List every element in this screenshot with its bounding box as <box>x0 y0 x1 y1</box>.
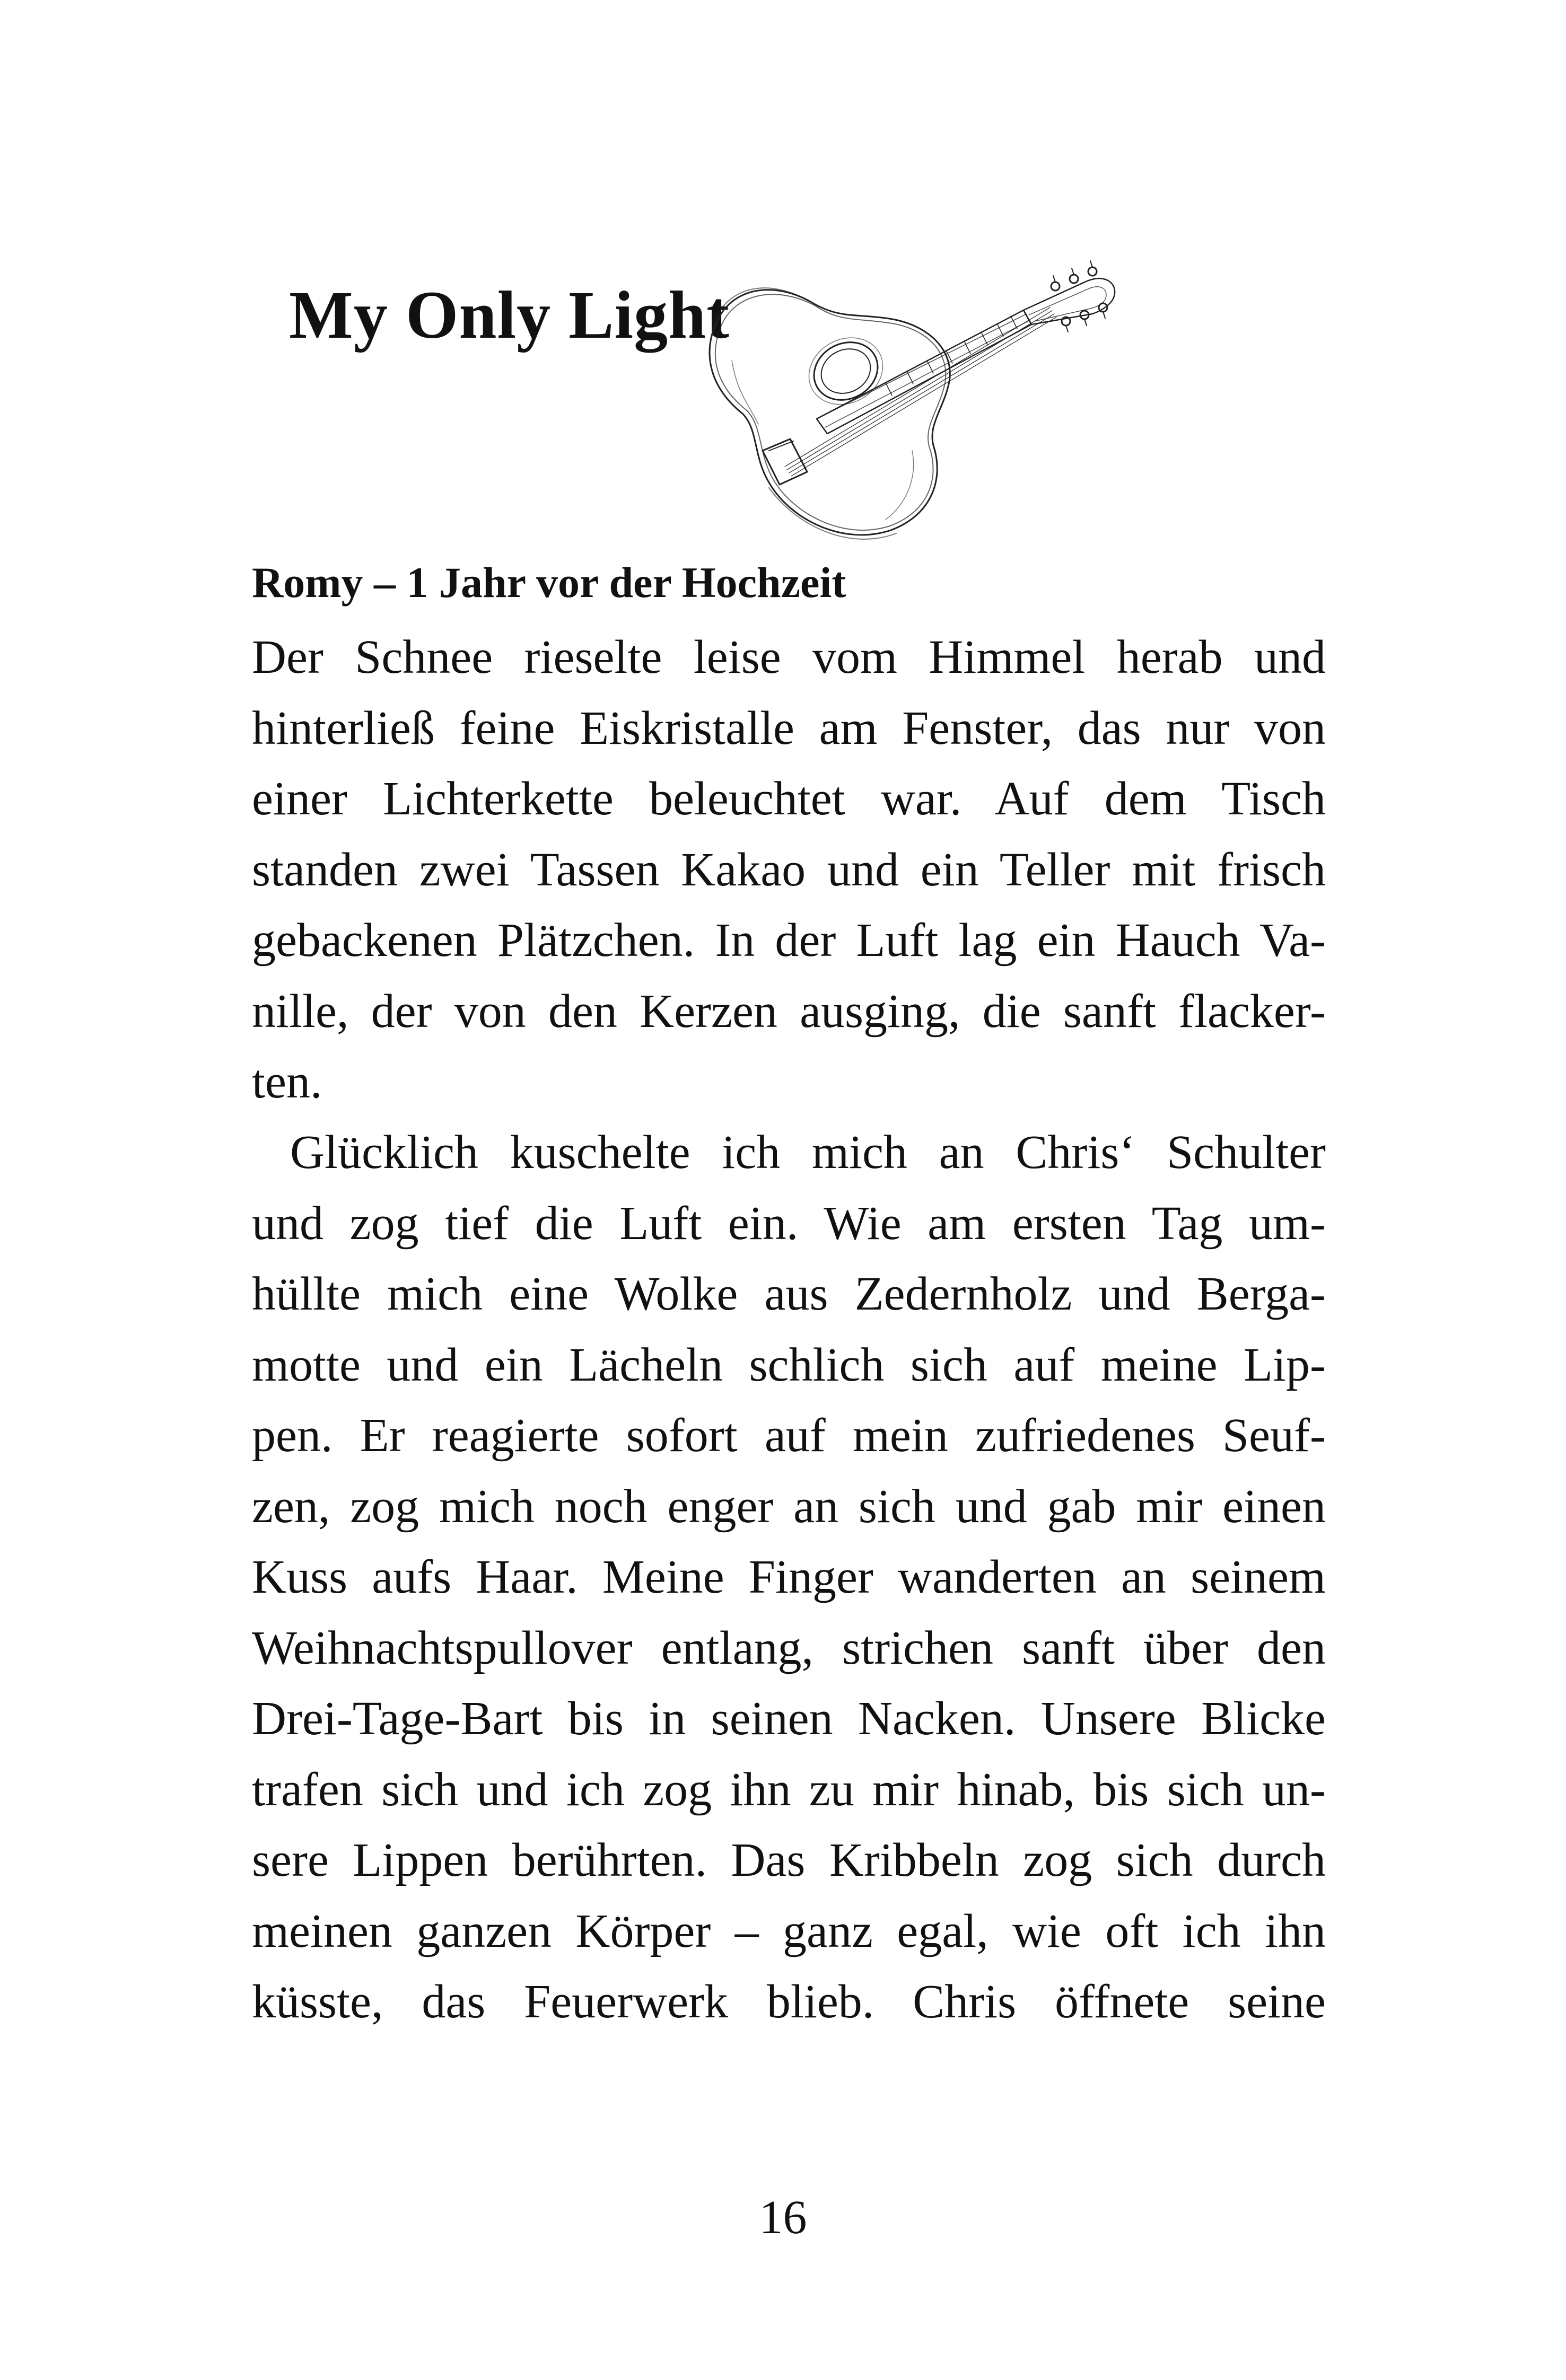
text-line: standen zwei Tassen Kakao und ein Teller mit frisch <box>252 843 1326 896</box>
paragraph-1 <box>252 622 1326 1118</box>
text-line: Weihnachtspullover entlang, strichen sanft über den <box>252 1621 1326 1674</box>
section-subheading: Romy – 1 Jahr vor der Hochzeit <box>252 558 846 607</box>
text-line: Der Schnee rieselte leise vom Himmel herab und <box>252 631 1326 683</box>
text-line: meinen ganzen Körper – ganz egal, wie oft ich ihn <box>252 1904 1326 1957</box>
page-number: 16 <box>759 2191 807 2244</box>
chapter-title: My Only Light <box>289 277 730 353</box>
text-line: gebackenen Plätzchen. In der Luft lag ein Hauch Va- <box>252 914 1326 967</box>
text-line: ten. <box>252 1056 322 1108</box>
text-line: pen. Er reagierte sofort auf mein zufriedenes Seuf- <box>252 1409 1326 1462</box>
text-line: sere Lippen berührten. Das Kribbeln zog sich durch <box>252 1834 1326 1886</box>
text-line: einer Lichterkette beleuchtet war. Auf dem Tisch <box>252 772 1326 825</box>
text-line: nille, der von den Kerzen ausging, die sanft flacker- <box>252 985 1326 1038</box>
text-line: Glücklich kuschelte ich mich an Chris‘ Schulter <box>290 1126 1326 1179</box>
text-line: und zog tief die Luft ein. Wie am ersten Tag um- <box>252 1197 1326 1250</box>
text-line: motte und ein Lächeln schlich sich auf meine Lip- <box>252 1338 1326 1391</box>
text-line: zen, zog mich noch enger an sich und gab mir einen <box>252 1480 1326 1533</box>
text-line: Kuss aufs Haar. Meine Finger wanderten an seinem <box>252 1551 1326 1603</box>
guitar-icon <box>684 201 1204 562</box>
text-line: küsste, das Feuerwerk blieb. Chris öffnete seine <box>252 1975 1326 2028</box>
text-line: hüllte mich eine Wolke aus Zedernholz und Berga- <box>252 1268 1326 1320</box>
text-line: hinterließ feine Eiskristalle am Fenster, das nur von <box>252 701 1326 754</box>
paragraph-2 <box>252 1117 1326 2038</box>
text-line: trafen sich und ich zog ihn zu mir hinab, bis sich un- <box>252 1763 1326 1816</box>
text-line: Drei-Tage-Bart bis in seinen Nacken. Unsere Blicke <box>252 1692 1326 1745</box>
